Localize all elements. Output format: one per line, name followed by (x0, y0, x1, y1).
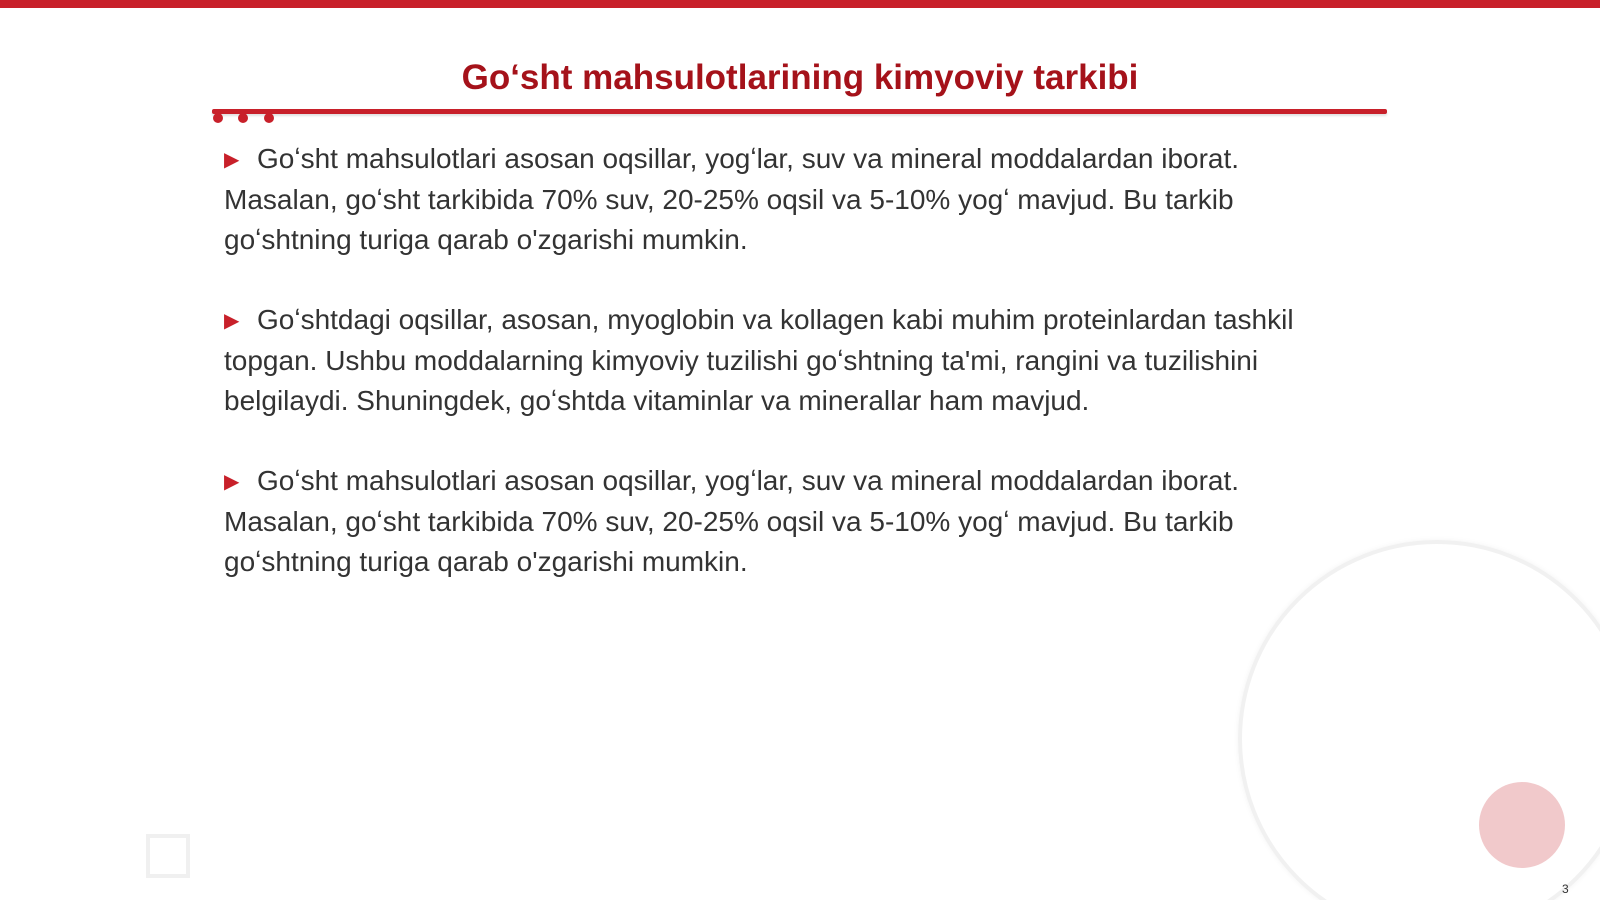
underline-dot (264, 113, 274, 123)
triangle-bullet-icon: ▶ (224, 310, 240, 332)
decorative-dot (1479, 782, 1565, 868)
bullet-text: Goʻshtdagi oqsillar, asosan, myoglobin va kollagen kabi muhim proteinlardan tashkil topgan. Ushbu moddalarning kimyoviy tuzilishi goʻshtning ta'mi, rangini va tuzilishini belgilaydi. Shuningdek, goʻshtda vitaminlar va minerallar ham mavjud. (224, 304, 1294, 416)
triangle-bullet-icon: ▶ (224, 149, 240, 171)
bullet-text: Goʻsht mahsulotlari asosan oqsillar, yogʻlar, suv va mineral moddalardan iborat. Masalan, goʻsht tarkibida 70% suv, 20-25% oqsil va 5-10% yogʻ mavjud. Bu tarkib goʻshtning turiga qarab o'zgarishi mumkin. (224, 465, 1240, 577)
bullet-item (224, 461, 1354, 582)
decorative-square (146, 834, 190, 878)
underline-dot (238, 113, 248, 123)
slide-title: Goʻsht mahsulotlarining kimyoviy tarkibi (461, 58, 1139, 97)
bullet-item (224, 139, 1354, 260)
title-underline (212, 109, 1387, 114)
top-accent-bar (0, 0, 1600, 8)
bullet-text: Goʻsht mahsulotlari asosan oqsillar, yogʻlar, suv va mineral moddalardan iborat. Masalan, goʻsht tarkibida 70% suv, 20-25% oqsil va 5-10% yogʻ mavjud. Bu tarkib goʻshtning turiga qarab o'zgarishi mumkin. (224, 143, 1240, 255)
underline-dot (213, 113, 223, 123)
bullet-list (224, 139, 1354, 622)
triangle-bullet-icon: ▶ (224, 471, 240, 493)
page-number: 3 (1562, 882, 1569, 896)
bullet-item (224, 300, 1354, 421)
